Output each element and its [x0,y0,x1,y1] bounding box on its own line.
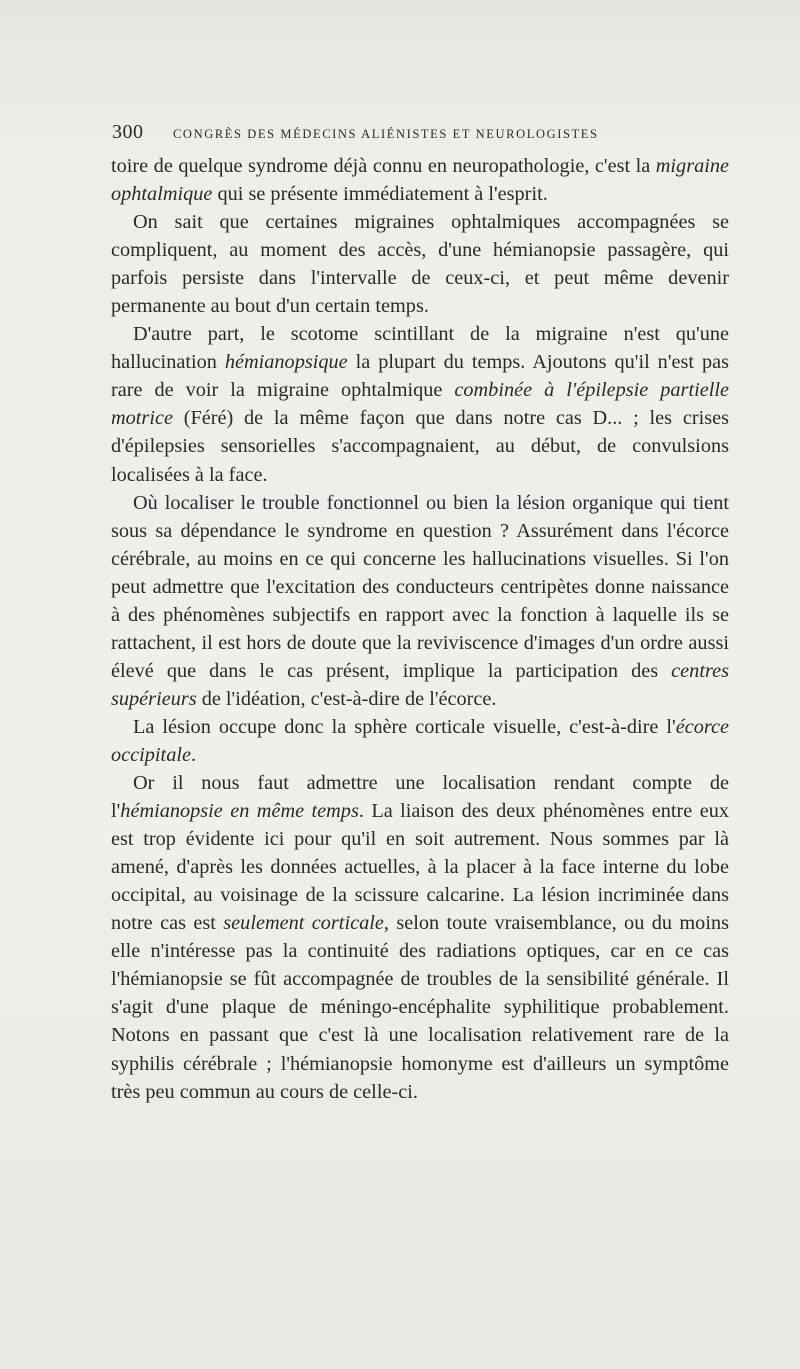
italic-run: hémianopsie en même temps [120,800,359,823]
text-run: On sait que certaines migraines ophtalmiques accompagnées se compliquent, au moment des accès, d'une hémianopsie passagère, qui parfois persiste dans l'intervalle de ceux-ci, et peut même devenir permanente au bout d'un certain temps. [111,211,729,318]
italic-run: centres supérieurs [111,659,729,710]
paragraph-3 [111,320,729,488]
text-run: D'autre part, le scotome scintillant de la migraine n'est qu'une hallucination [111,323,729,374]
body-text [111,152,729,1106]
italic-run: hémianopsique [224,351,348,374]
text-run: Or il nous faut admettre une localisation rendant compte de l' [111,772,729,823]
italic-run: combinée à l'épilepsie partielle motrice [111,379,729,430]
italic-run: migraine ophtalmique [111,155,729,206]
text-run: La lésion occupe donc la sphère corticale visuelle, c'est-à-dire l' [133,715,676,738]
paragraph-5 [111,713,729,769]
running-head: CONGRÈS DES MÉDECINS ALIÉNISTES ET NEUROLOGISTES [173,127,599,141]
page-header [112,121,712,145]
text-run: qui se présente immédiatement à l'esprit. [212,183,548,206]
text-run: . La liaison des deux phénomènes entre eux est trop évidente ici pour qu'il en soit autrement. Nous sommes par là amené, d'après les données actuelles, à la placer à la face interne du lobe occipital, au voisinage de la scissure calcarine. La lésion incriminée dans notre cas est [111,800,729,935]
paragraph-1 [111,152,729,208]
paragraph-6 [111,769,729,1106]
text-run: . [190,743,197,766]
italic-run: seulement corticale [223,912,384,935]
paragraph-2 [111,208,729,320]
text-run: la plupart du temps. Ajoutons qu'il n'est pas rare de voir la migraine ophtalmique [111,351,729,402]
text-run: (Féré) de la même façon que dans notre cas D... ; les crises d'épilepsies sensorielles s'accompagnaient, au début, de convulsions localisées à la face. [111,407,729,486]
text-run: toire de quelque syndrome déjà connu en neuropathologie, c'est la [111,155,656,177]
paragraph-4 [111,489,729,713]
text-run: de l'idéation, c'est-à-dire de l'écorce. [196,687,497,710]
italic-run: écorce occipitale [111,715,729,766]
text-run: , selon toute vraisemblance, ou du moins elle n'intéresse pas la continuité des radiations optiques, car en ce cas l'hémianopsie se fût accompagnée de troubles de la sensibilité générale. Il s'agit d'une plaque de méningo-encéphalite syphilitique probablement. Notons en passant que c'est là une localisation relativement rare de la syphilis cérébrale ; l'hémianopsie homonyme est d'ailleurs un symptôme très peu commun au cours de celle-ci. [111,912,729,1103]
text-run: Où localiser le trouble fonctionnel ou bien la lésion organique qui tient sous sa dépendance le syndrome en question ? Assurément dans l'écorce cérébrale, au moins en ce qui concerne les hallucinations visuelles. Si l'on peut admettre que l'excitation des conducteurs centripètes donne naissance à des phénomènes subjectifs en rapport avec la fonction à laquelle ils se rattachent, il est hors de doute que la reviviscence d'images d'un ordre aussi élevé que dans le cas présent, implique la participation des [111,491,729,682]
page-number: 300 [112,121,144,143]
